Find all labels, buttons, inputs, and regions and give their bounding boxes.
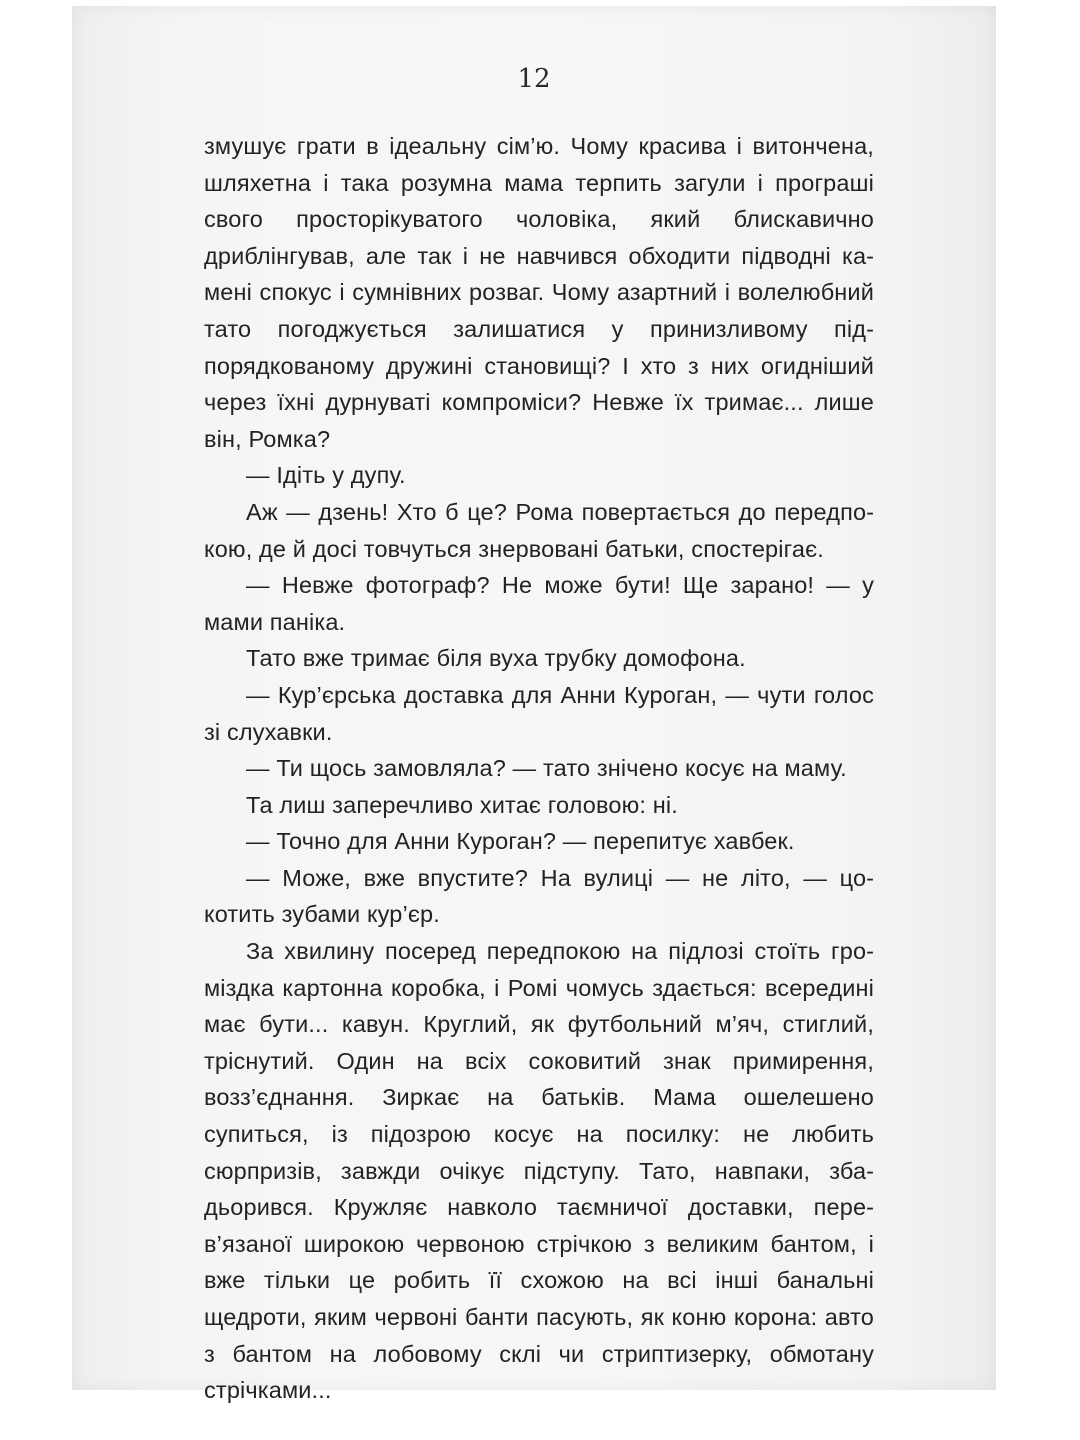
paragraph: — Ідіть у дупу. [246,462,406,489]
book-page [72,6,996,1404]
paragraph: Аж — дзень! Хто б це? Рома повертається до передпокою, де й досі товчуться знервовані батьки, спостерігає. [204,498,874,562]
paragraph: Та лиш заперечливо хитає головою: ні. [246,791,678,818]
paragraph: — Точно для Анни Куроган? — перепитує хавбек. [246,828,795,855]
body-text [204,128,874,1409]
paragraph: — Кур’єрська доставка для Анни Куроган, — чути голос зі слухавки. [204,681,874,745]
paragraph: — Ти щось замовляла? — тато знічено косує на маму. [246,755,847,782]
paragraph: — Може, вже впустите? На вулиці — не літо, — цокотить зубами кур’єр. [204,864,874,928]
page-number: 12 [517,64,551,94]
paragraph: За хвилину посеред передпокою на підлозі стоїть громіздка картонна коробка, і Ромі чомусь здається: всередині має бути... кавун. Круглий, як футбольний м’яч, стиглий, тріснутий. Один на всіх соковитий знак примирення, возз’єднання. Зиркає на батьків. Мама ошелешено супиться, із підозрою косує на посилку: не любить сюрпризів, завжди очікує підступу. Тато, навпаки, збадьорився. Кружляє навколо таємничої доставки, перев’язаної широкою червоною стрічкою з великим бантом, і вже тільки це робить її схожою на всі інші банальні щедроти, яким червоні банти пасують, як коню корона: авто з бантом на лобовому склі чи стриптизерку, обмотану стрічками... [204,938,874,1404]
paragraph: — Невже фотограф? Не може бути! Ще зарано! — у мами паніка. [204,572,874,635]
paragraph: Тато вже тримає біля вуха трубку домофона. [246,645,746,672]
paragraph: змушує грати в ідеальну сім’ю. Чому красива і витончена, шляхетна і така розумна мама терпить загули і програші свого просторікуватого чоловіка, який блискавично дриблінгував, але так і не навчився обходити підводні камені спокус і сумнівних розваг. Чому азартний і волелюбний тато погоджується залишатися у принизливому підпорядкованому дружині становищі? І хто з них огидніший через їхні дурнуваті компроміси? Невже їх тримає... лише він, Ромка? [204,133,874,452]
